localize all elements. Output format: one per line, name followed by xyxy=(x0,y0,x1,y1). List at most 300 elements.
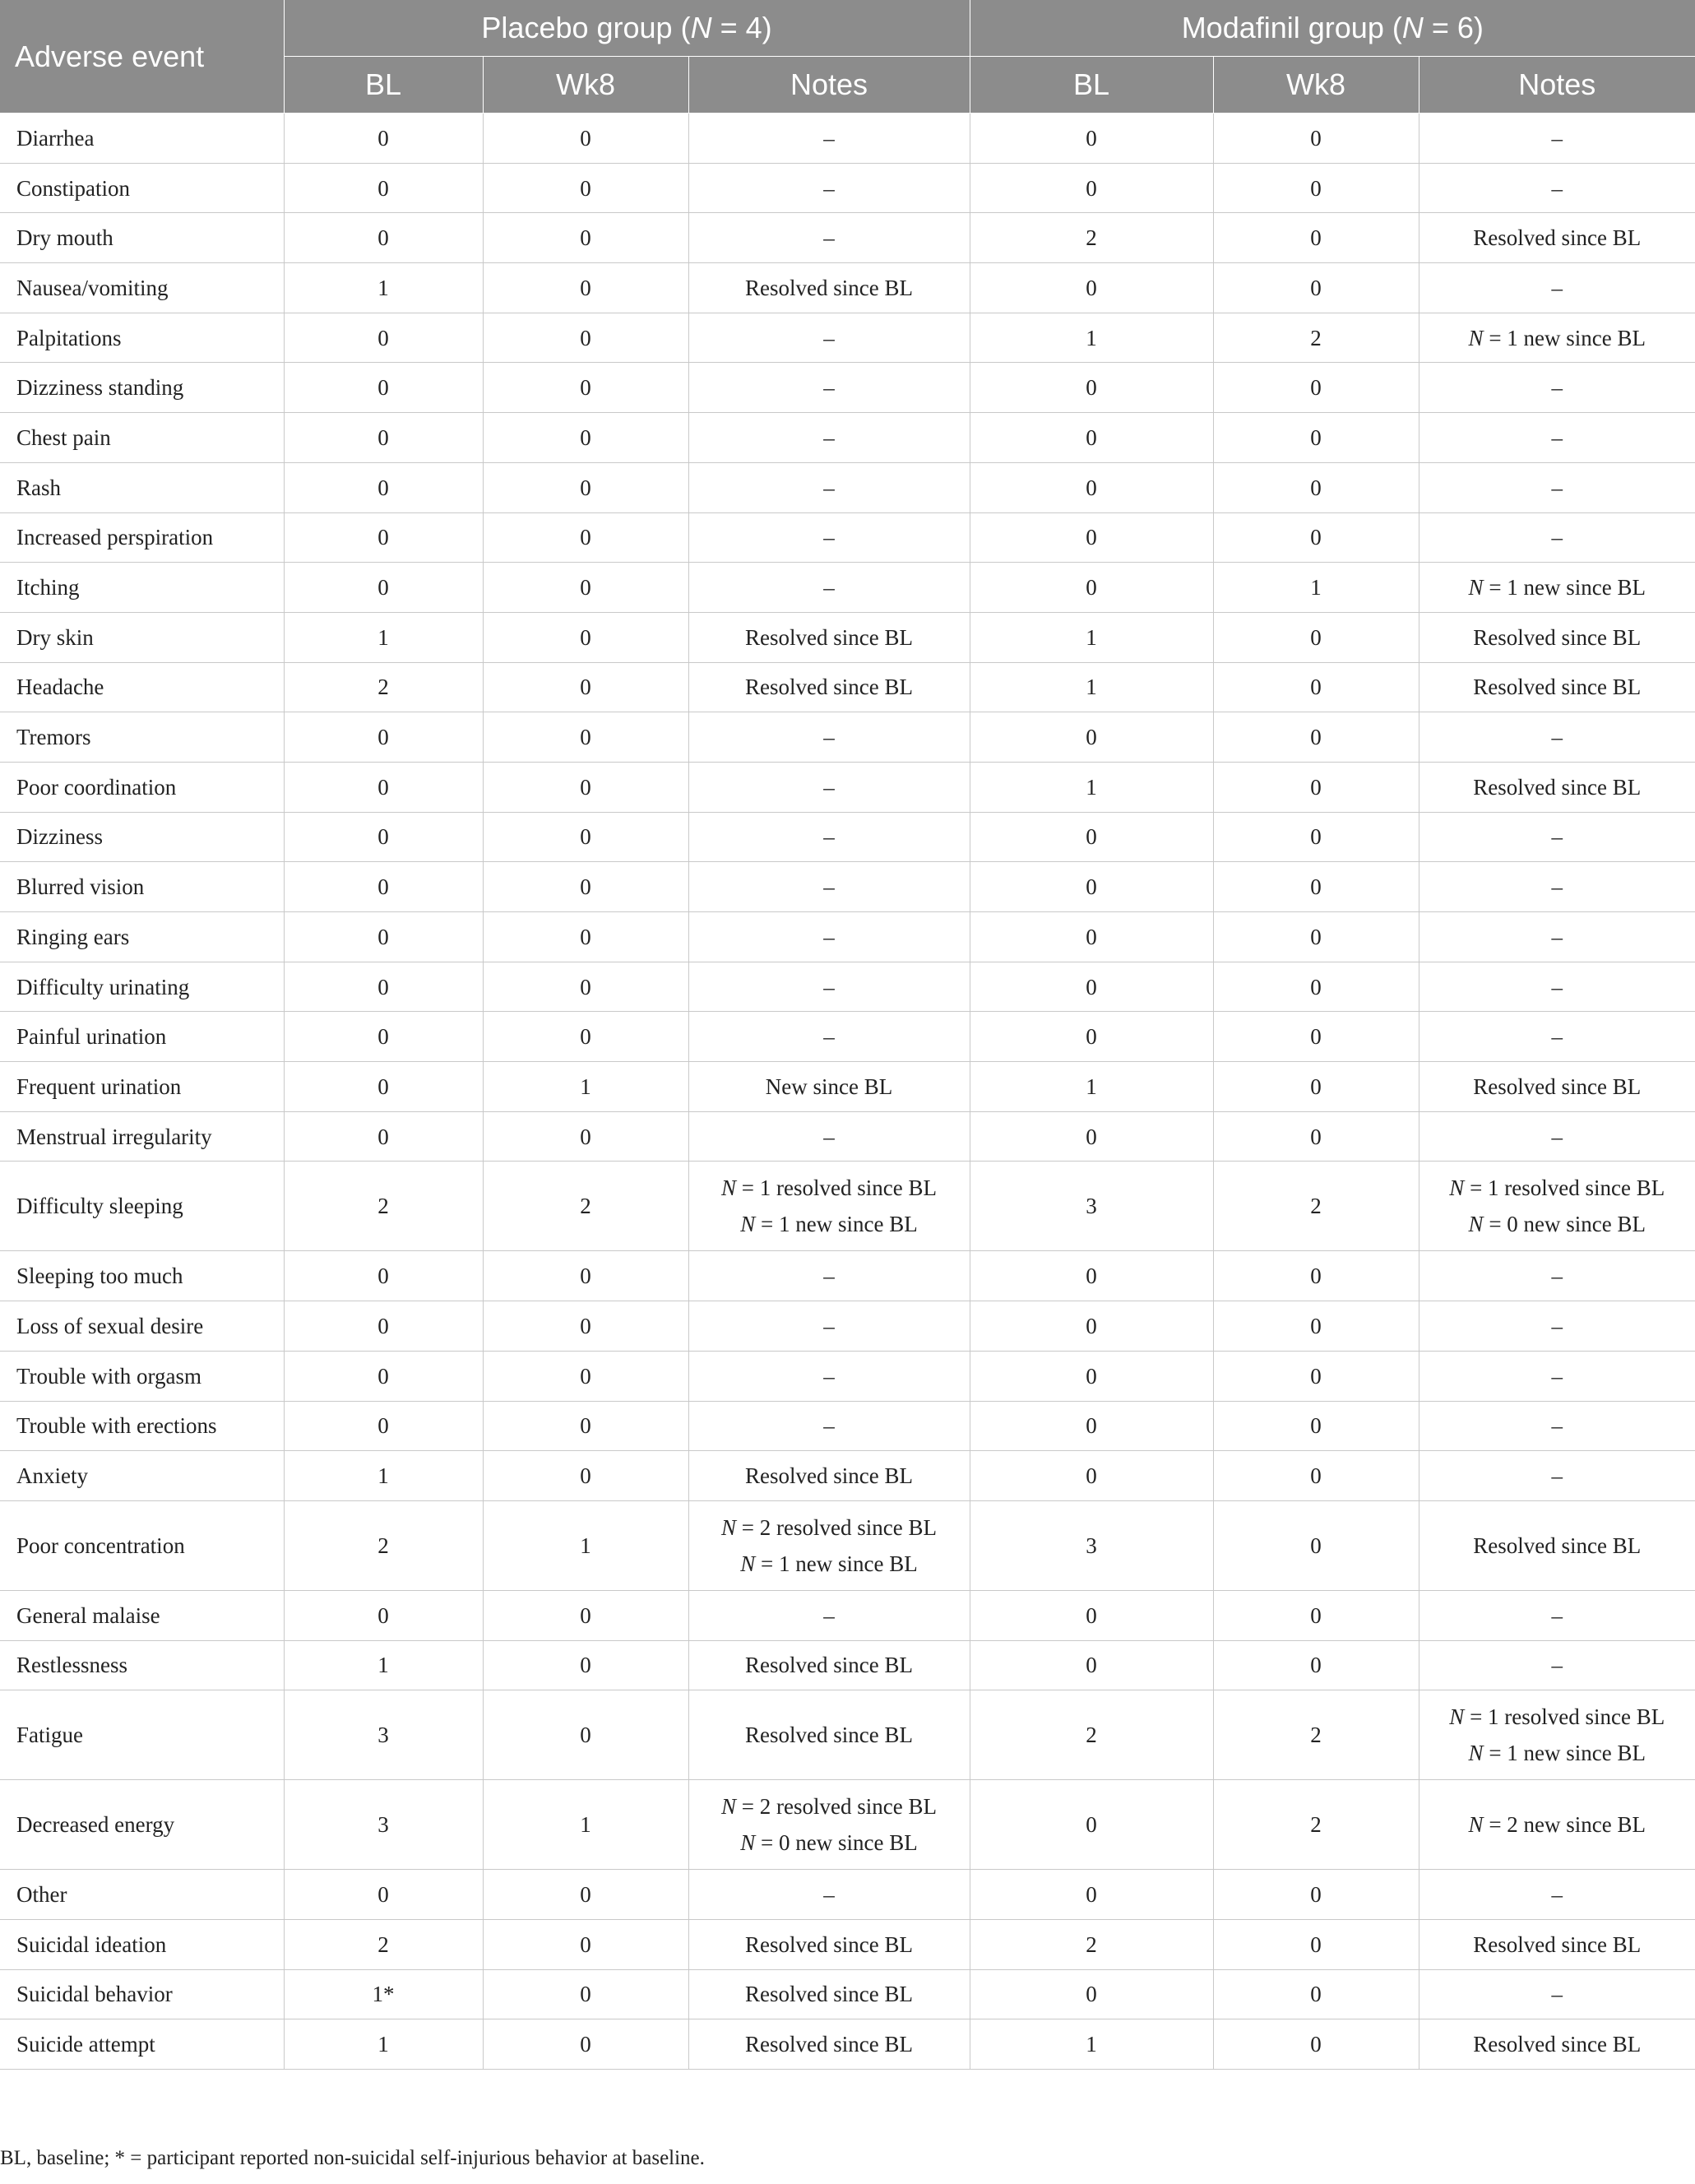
placebo-bl-cell: 3 xyxy=(284,1780,483,1870)
modafinil-bl-cell: 0 xyxy=(970,812,1213,862)
note-line: – xyxy=(1551,175,1563,201)
placebo-bl-cell: 3 xyxy=(284,1690,483,1780)
placebo-notes-cell xyxy=(688,1401,970,1451)
placebo-wk8-cell: 0 xyxy=(483,662,688,712)
table-row xyxy=(0,862,1695,912)
modafinil-notes-cell xyxy=(1419,1919,1695,1969)
note-line: – xyxy=(1551,1313,1563,1338)
placebo-wk8-cell: 0 xyxy=(483,1590,688,1640)
placebo-wk8-cell: 0 xyxy=(483,1919,688,1969)
modafinil-bl-cell: 0 xyxy=(970,563,1213,613)
modafinil-notes-cell xyxy=(1419,413,1695,463)
note-line: – xyxy=(1551,974,1563,999)
table-row xyxy=(0,1251,1695,1301)
table-row xyxy=(0,1690,1695,1780)
placebo-wk8-cell: 2 xyxy=(483,1162,688,1251)
note-line: – xyxy=(823,125,835,151)
modafinil-wk8-cell: 0 xyxy=(1213,413,1419,463)
modafinil-group-header: Modafinil group (N = 6) xyxy=(970,0,1695,57)
placebo-wk8-cell: 0 xyxy=(483,462,688,512)
note-line: – xyxy=(1551,924,1563,949)
table-body xyxy=(0,114,1695,2070)
adverse-event-name: Headache xyxy=(0,662,284,712)
placebo-bl-cell: 0 xyxy=(284,812,483,862)
modafinil-notes-cell xyxy=(1419,1012,1695,1062)
note-line: – xyxy=(823,924,835,949)
modafinil-notes-cell xyxy=(1419,1590,1695,1640)
placebo-wk8-cell: 0 xyxy=(483,1351,688,1401)
note-line: – xyxy=(823,1413,835,1439)
modafinil-wk8-cell: 0 xyxy=(1213,862,1419,912)
placebo-notes-cell xyxy=(688,1111,970,1162)
note-line: Resolved since BL xyxy=(1473,774,1642,800)
note-line: N = 0 new since BL xyxy=(1468,1212,1646,1237)
modafinil-bl-cell: 1 xyxy=(970,612,1213,662)
adverse-event-name: General malaise xyxy=(0,1590,284,1640)
placebo-bl-cell: 1 xyxy=(284,263,483,313)
note-line: – xyxy=(823,824,835,850)
placebo-bl-cell: 1 xyxy=(284,1451,483,1501)
placebo-bl-cell: 0 xyxy=(284,912,483,962)
placebo-bl-header: BL xyxy=(284,57,483,114)
modafinil-notes-cell xyxy=(1419,1062,1695,1112)
modafinil-notes-cell xyxy=(1419,1451,1695,1501)
modafinil-notes-cell xyxy=(1419,1969,1695,2019)
modafinil-notes-cell xyxy=(1419,912,1695,962)
placebo-bl-cell: 0 xyxy=(284,413,483,463)
adverse-event-name: Dry skin xyxy=(0,612,284,662)
table-row xyxy=(0,1062,1695,1112)
placebo-wk8-cell: 0 xyxy=(483,163,688,213)
modafinil-wk8-cell: 0 xyxy=(1213,1351,1419,1401)
table-row xyxy=(0,912,1695,962)
modafinil-wk8-cell: 1 xyxy=(1213,563,1419,613)
adverse-event-name: Trouble with orgasm xyxy=(0,1351,284,1401)
note-line: – xyxy=(823,774,835,800)
note-line: Resolved since BL xyxy=(1473,624,1642,650)
placebo-notes-cell xyxy=(688,512,970,563)
placebo-bl-cell: 0 xyxy=(284,512,483,563)
placebo-notes-cell xyxy=(688,1780,970,1870)
adverse-event-name: Increased perspiration xyxy=(0,512,284,563)
placebo-wk8-cell: 0 xyxy=(483,712,688,763)
note-line: – xyxy=(823,1313,835,1338)
modafinil-bl-cell: 1 xyxy=(970,313,1213,363)
table-row xyxy=(0,1451,1695,1501)
modafinil-wk8-cell: 0 xyxy=(1213,912,1419,962)
adverse-event-name: Painful urination xyxy=(0,1012,284,1062)
note-line: – xyxy=(1551,725,1563,750)
note-line: – xyxy=(1551,275,1563,300)
note-line: – xyxy=(1551,125,1563,151)
modafinil-notes-cell xyxy=(1419,1351,1695,1401)
note-line: Resolved since BL xyxy=(745,624,913,650)
table-row xyxy=(0,1111,1695,1162)
modafinil-wk8-cell: 0 xyxy=(1213,1969,1419,2019)
modafinil-notes-cell xyxy=(1419,363,1695,413)
modafinil-bl-cell: 3 xyxy=(970,1500,1213,1590)
placebo-notes-cell xyxy=(688,1870,970,1920)
placebo-wk8-cell: 0 xyxy=(483,363,688,413)
adverse-event-name: Poor coordination xyxy=(0,762,284,812)
placebo-notes-header: Notes xyxy=(688,57,970,114)
placebo-wk8-cell: 0 xyxy=(483,1111,688,1162)
table-row xyxy=(0,1162,1695,1251)
modafinil-wk8-cell: 0 xyxy=(1213,462,1419,512)
modafinil-notes-cell xyxy=(1419,1251,1695,1301)
adverse-event-name: Dizziness xyxy=(0,812,284,862)
note-line: – xyxy=(1551,1602,1563,1628)
modafinil-notes-cell xyxy=(1419,1640,1695,1690)
adverse-event-name: Chest pain xyxy=(0,413,284,463)
adverse-event-name: Menstrual irregularity xyxy=(0,1111,284,1162)
table-row xyxy=(0,2019,1695,2070)
placebo-notes-cell xyxy=(688,1919,970,1969)
adverse-event-name: Difficulty urinating xyxy=(0,962,284,1012)
placebo-notes-cell xyxy=(688,612,970,662)
note-line: N = 1 new since BL xyxy=(1468,325,1646,350)
placebo-wk8-cell: 1 xyxy=(483,1062,688,1112)
placebo-bl-cell: 0 xyxy=(284,1590,483,1640)
placebo-wk8-cell: 0 xyxy=(483,1690,688,1780)
note-line: – xyxy=(823,1124,835,1149)
table-row xyxy=(0,462,1695,512)
modafinil-wk8-cell: 0 xyxy=(1213,263,1419,313)
placebo-bl-cell: 0 xyxy=(284,363,483,413)
modafinil-notes-cell xyxy=(1419,1162,1695,1251)
placebo-wk8-cell: 0 xyxy=(483,1640,688,1690)
modafinil-bl-cell: 0 xyxy=(970,1012,1213,1062)
placebo-notes-cell xyxy=(688,1451,970,1501)
table-row xyxy=(0,1401,1695,1451)
modafinil-bl-cell: 0 xyxy=(970,163,1213,213)
note-line: Resolved since BL xyxy=(1473,1931,1642,1957)
table-row xyxy=(0,1640,1695,1690)
note-line: – xyxy=(1551,424,1563,450)
modafinil-bl-cell: 0 xyxy=(970,1590,1213,1640)
modafinil-wk8-cell: 0 xyxy=(1213,2019,1419,2070)
adverse-event-name: Suicidal behavior xyxy=(0,1969,284,2019)
placebo-notes-cell xyxy=(688,912,970,962)
placebo-notes-cell xyxy=(688,1251,970,1301)
placebo-bl-cell: 0 xyxy=(284,762,483,812)
modafinil-notes-header: Notes xyxy=(1419,57,1695,114)
modafinil-bl-cell: 2 xyxy=(970,1690,1213,1780)
placebo-bl-cell: 0 xyxy=(284,163,483,213)
table-row xyxy=(0,1780,1695,1870)
table-footnote: BL, baseline; * = participant reported non-suicidal self-injurious behavior at baseline. xyxy=(0,2147,705,2169)
adverse-event-name: Difficulty sleeping xyxy=(0,1162,284,1251)
placebo-wk8-cell: 0 xyxy=(483,213,688,263)
note-line: – xyxy=(1551,1024,1563,1050)
table-row xyxy=(0,213,1695,263)
note-line: – xyxy=(823,225,835,251)
adverse-event-name: Suicidal ideation xyxy=(0,1919,284,1969)
note-line: – xyxy=(823,1602,835,1628)
modafinil-wk8-cell: 0 xyxy=(1213,1919,1419,1969)
placebo-wk8-cell: 0 xyxy=(483,563,688,613)
note-line: – xyxy=(1551,824,1563,850)
placebo-bl-cell: 0 xyxy=(284,213,483,263)
placebo-wk8-cell: 0 xyxy=(483,1870,688,1920)
table-row xyxy=(0,1500,1695,1590)
adverse-event-name: Constipation xyxy=(0,163,284,213)
placebo-wk8-cell: 0 xyxy=(483,2019,688,2070)
placebo-bl-cell: 1 xyxy=(284,2019,483,2070)
modafinil-wk8-cell: 0 xyxy=(1213,1500,1419,1590)
note-line: N = 1 new since BL xyxy=(1468,1741,1646,1766)
table-row xyxy=(0,363,1695,413)
modafinil-notes-cell xyxy=(1419,1780,1695,1870)
table-row xyxy=(0,812,1695,862)
note-line: – xyxy=(1551,475,1563,500)
note-line: – xyxy=(1551,375,1563,401)
table-row xyxy=(0,512,1695,563)
modafinil-wk8-cell: 0 xyxy=(1213,1111,1419,1162)
note-line: Resolved since BL xyxy=(1473,2032,1642,2057)
modafinil-notes-cell xyxy=(1419,1301,1695,1352)
modafinil-wk8-cell: 0 xyxy=(1213,1640,1419,1690)
modafinil-bl-cell: 0 xyxy=(970,1251,1213,1301)
modafinil-notes-cell xyxy=(1419,1500,1695,1590)
modafinil-notes-cell xyxy=(1419,313,1695,363)
note-line: – xyxy=(1551,525,1563,550)
placebo-wk8-cell: 0 xyxy=(483,1012,688,1062)
placebo-notes-cell xyxy=(688,413,970,463)
modafinil-wk8-cell: 0 xyxy=(1213,1590,1419,1640)
note-line: Resolved since BL xyxy=(745,2032,913,2057)
note-line: N = 2 resolved since BL xyxy=(721,1794,937,1820)
placebo-notes-cell xyxy=(688,962,970,1012)
placebo-bl-cell: 0 xyxy=(284,1012,483,1062)
note-line: – xyxy=(823,1363,835,1389)
note-line: N = 2 resolved since BL xyxy=(721,1514,937,1540)
note-line: Resolved since BL xyxy=(745,275,913,300)
table-row xyxy=(0,762,1695,812)
placebo-notes-cell xyxy=(688,712,970,763)
table-header xyxy=(0,0,1695,114)
note-line: – xyxy=(1551,1982,1563,2007)
modafinil-bl-cell: 0 xyxy=(970,413,1213,463)
placebo-bl-cell: 0 xyxy=(284,1301,483,1352)
modafinil-notes-cell xyxy=(1419,662,1695,712)
modafinil-bl-cell: 0 xyxy=(970,1780,1213,1870)
note-line: N = 1 new since BL xyxy=(740,1551,918,1576)
adverse-event-name: Nausea/vomiting xyxy=(0,263,284,313)
modafinil-bl-cell: 0 xyxy=(970,1451,1213,1501)
adverse-event-name: Ringing ears xyxy=(0,912,284,962)
modafinil-wk8-cell: 0 xyxy=(1213,1301,1419,1352)
modafinil-bl-cell: 0 xyxy=(970,1111,1213,1162)
modafinil-notes-cell xyxy=(1419,712,1695,763)
placebo-wk8-cell: 0 xyxy=(483,313,688,363)
note-line: N = 1 resolved since BL xyxy=(1449,1175,1665,1201)
adverse-event-header: Adverse event xyxy=(0,0,284,114)
note-line: – xyxy=(823,175,835,201)
adverse-event-name: Suicide attempt xyxy=(0,2019,284,2070)
note-line: Resolved since BL xyxy=(745,1931,913,1957)
modafinil-notes-cell xyxy=(1419,762,1695,812)
placebo-wk8-cell: 0 xyxy=(483,912,688,962)
modafinil-wk8-cell: 0 xyxy=(1213,1401,1419,1451)
placebo-notes-cell xyxy=(688,114,970,164)
adverse-event-name: Anxiety xyxy=(0,1451,284,1501)
table-row xyxy=(0,1969,1695,2019)
placebo-bl-cell: 0 xyxy=(284,962,483,1012)
modafinil-notes-cell xyxy=(1419,263,1695,313)
modafinil-bl-cell: 0 xyxy=(970,1870,1213,1920)
placebo-bl-cell: 2 xyxy=(284,1919,483,1969)
modafinil-notes-cell xyxy=(1419,962,1695,1012)
modafinil-wk8-cell: 0 xyxy=(1213,612,1419,662)
placebo-wk8-cell: 1 xyxy=(483,1780,688,1870)
modafinil-bl-cell: 0 xyxy=(970,912,1213,962)
adverse-event-name: Dizziness standing xyxy=(0,363,284,413)
placebo-notes-cell xyxy=(688,1500,970,1590)
adverse-event-name: Other xyxy=(0,1870,284,1920)
modafinil-bl-cell: 0 xyxy=(970,1351,1213,1401)
placebo-notes-cell xyxy=(688,1640,970,1690)
note-line: N = 1 new since BL xyxy=(740,1212,918,1237)
placebo-bl-cell: 2 xyxy=(284,1500,483,1590)
table-row xyxy=(0,1870,1695,1920)
modafinil-wk8-header: Wk8 xyxy=(1213,57,1419,114)
adverse-event-name: Itching xyxy=(0,563,284,613)
placebo-wk8-cell: 0 xyxy=(483,263,688,313)
note-line: – xyxy=(1551,1653,1563,1678)
note-line: – xyxy=(823,974,835,999)
placebo-notes-cell xyxy=(688,263,970,313)
note-line: – xyxy=(1551,874,1563,900)
placebo-wk8-cell: 0 xyxy=(483,812,688,862)
adverse-event-name: Dry mouth xyxy=(0,213,284,263)
placebo-notes-cell xyxy=(688,163,970,213)
table-row xyxy=(0,313,1695,363)
placebo-notes-cell xyxy=(688,762,970,812)
placebo-bl-cell: 0 xyxy=(284,862,483,912)
modafinil-bl-cell: 2 xyxy=(970,1919,1213,1969)
modafinil-bl-header: BL xyxy=(970,57,1213,114)
note-line: Resolved since BL xyxy=(1473,675,1642,700)
modafinil-bl-cell: 0 xyxy=(970,1640,1213,1690)
modafinil-bl-cell: 1 xyxy=(970,1062,1213,1112)
placebo-bl-cell: 0 xyxy=(284,114,483,164)
note-line: – xyxy=(1551,1463,1563,1489)
modafinil-notes-cell xyxy=(1419,862,1695,912)
table-row xyxy=(0,413,1695,463)
placebo-notes-cell xyxy=(688,1969,970,2019)
note-line: – xyxy=(823,575,835,600)
modafinil-notes-cell xyxy=(1419,1690,1695,1780)
adverse-event-name: Sleeping too much xyxy=(0,1251,284,1301)
modafinil-notes-cell xyxy=(1419,512,1695,563)
adverse-event-name: Palpitations xyxy=(0,313,284,363)
table-row xyxy=(0,1301,1695,1352)
modafinil-bl-cell: 0 xyxy=(970,962,1213,1012)
adverse-event-name: Frequent urination xyxy=(0,1062,284,1112)
modafinil-wk8-cell: 0 xyxy=(1213,1062,1419,1112)
placebo-notes-cell xyxy=(688,563,970,613)
placebo-wk8-header: Wk8 xyxy=(483,57,688,114)
modafinil-bl-cell: 0 xyxy=(970,1969,1213,2019)
note-line: Resolved since BL xyxy=(745,675,913,700)
adverse-event-name: Loss of sexual desire xyxy=(0,1301,284,1352)
note-line: – xyxy=(823,325,835,350)
adverse-event-name: Rash xyxy=(0,462,284,512)
placebo-notes-cell xyxy=(688,862,970,912)
modafinil-bl-cell: 0 xyxy=(970,1301,1213,1352)
note-line: Resolved since BL xyxy=(1473,1533,1642,1558)
placebo-notes-cell xyxy=(688,313,970,363)
table-row xyxy=(0,263,1695,313)
note-line: – xyxy=(1551,1413,1563,1439)
table-row xyxy=(0,712,1695,763)
placebo-notes-cell xyxy=(688,1301,970,1352)
placebo-notes-cell xyxy=(688,1162,970,1251)
placebo-wk8-cell: 0 xyxy=(483,862,688,912)
placebo-bl-cell: 1 xyxy=(284,1640,483,1690)
modafinil-wk8-cell: 0 xyxy=(1213,163,1419,213)
note-line: – xyxy=(1551,1264,1563,1289)
placebo-bl-cell: 1 xyxy=(284,612,483,662)
note-line: – xyxy=(1551,1882,1563,1908)
table-row xyxy=(0,163,1695,213)
placebo-notes-cell xyxy=(688,213,970,263)
adverse-event-name: Restlessness xyxy=(0,1640,284,1690)
placebo-wk8-cell: 0 xyxy=(483,1301,688,1352)
placebo-wk8-cell: 0 xyxy=(483,762,688,812)
table-row xyxy=(0,1919,1695,1969)
table-row xyxy=(0,114,1695,164)
table-row xyxy=(0,1351,1695,1401)
note-line: – xyxy=(1551,1363,1563,1389)
table-row xyxy=(0,563,1695,613)
adverse-event-name: Diarrhea xyxy=(0,114,284,164)
placebo-bl-cell: 0 xyxy=(284,313,483,363)
placebo-notes-cell xyxy=(688,2019,970,2070)
table-row xyxy=(0,1012,1695,1062)
modafinil-wk8-cell: 0 xyxy=(1213,1451,1419,1501)
modafinil-notes-cell xyxy=(1419,213,1695,263)
modafinil-bl-cell: 1 xyxy=(970,762,1213,812)
table-row xyxy=(0,662,1695,712)
placebo-bl-cell: 2 xyxy=(284,1162,483,1251)
placebo-bl-cell: 1* xyxy=(284,1969,483,2019)
modafinil-wk8-cell: 2 xyxy=(1213,1690,1419,1780)
placebo-notes-cell xyxy=(688,462,970,512)
placebo-wk8-cell: 0 xyxy=(483,1251,688,1301)
modafinil-notes-cell xyxy=(1419,462,1695,512)
modafinil-bl-cell: 1 xyxy=(970,2019,1213,2070)
note-line: Resolved since BL xyxy=(745,1463,913,1489)
placebo-notes-cell xyxy=(688,662,970,712)
modafinil-bl-cell: 0 xyxy=(970,712,1213,763)
note-line: N = 1 new since BL xyxy=(1468,575,1646,600)
modafinil-bl-cell: 0 xyxy=(970,114,1213,164)
modafinil-bl-cell: 0 xyxy=(970,1401,1213,1451)
note-line: N = 1 resolved since BL xyxy=(1449,1704,1665,1730)
modafinil-notes-cell xyxy=(1419,1870,1695,1920)
modafinil-notes-cell xyxy=(1419,114,1695,164)
modafinil-notes-cell xyxy=(1419,812,1695,862)
placebo-wk8-cell: 0 xyxy=(483,1969,688,2019)
modafinil-bl-cell: 0 xyxy=(970,462,1213,512)
note-line: – xyxy=(1551,1124,1563,1149)
modafinil-wk8-cell: 0 xyxy=(1213,712,1419,763)
modafinil-wk8-cell: 0 xyxy=(1213,1251,1419,1301)
adverse-event-name: Blurred vision xyxy=(0,862,284,912)
adverse-event-name: Trouble with erections xyxy=(0,1401,284,1451)
